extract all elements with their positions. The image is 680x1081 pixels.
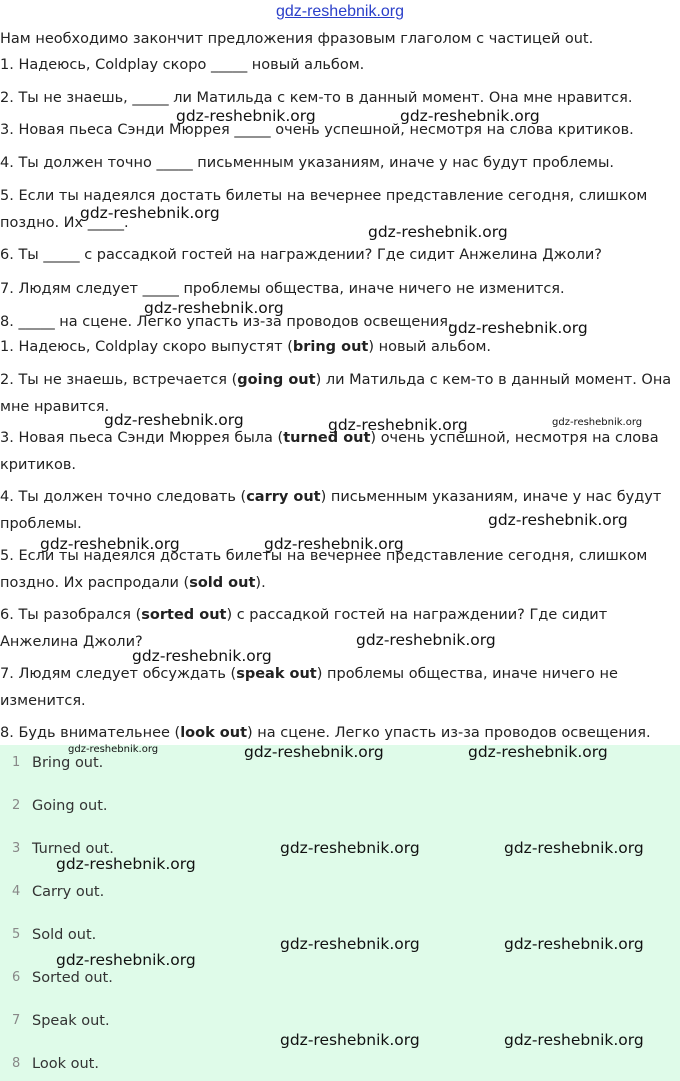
task-1: 1. Надеюсь, Coldplay скоро _____ новый альбом.: [0, 57, 365, 73]
watermark: gdz-reshebnik.org: [56, 951, 196, 969]
phrasal-verb: sorted out: [141, 607, 227, 623]
answer-number: 6: [12, 970, 21, 985]
watermark: gdz-reshebnik.org: [504, 935, 644, 953]
answer-text: Speak out.: [32, 1013, 110, 1029]
answer-text: Going out.: [32, 798, 108, 814]
watermark: gdz-reshebnik.org: [552, 417, 643, 428]
translation-3: 3. Новая пьеса Сэнди Мюррея была (turned out) очень успешной, несмотря на слова критиков.: [0, 430, 659, 473]
answer-text: Look out.: [32, 1056, 99, 1072]
translation-4: 4. Ты должен точно следовать (carry out) письменным указаниям, иначе у нас будут проблемы.: [0, 489, 662, 532]
translation-8: 8. Будь внимательнее (look out) на сцене. Легко упасть из-за проводов освещения.: [0, 725, 651, 741]
watermark: gdz-reshebnik.org: [504, 839, 644, 857]
watermark: gdz-reshebnik.org: [280, 935, 420, 953]
watermark: gdz-reshebnik.org: [144, 299, 284, 317]
answer-number: 3: [12, 841, 21, 856]
site-title-link[interactable]: gdz-reshebnik.org: [275, 3, 405, 20]
watermark: gdz-reshebnik.org: [356, 631, 496, 649]
watermark: gdz-reshebnik.org: [400, 107, 540, 125]
instruction-text: Нам необходимо закончит предложения фразовым глаголом с частицей out.: [0, 31, 594, 47]
watermark: gdz-reshebnik.org: [488, 511, 628, 529]
phrasal-verb: carry out: [246, 489, 321, 505]
answer-number: 1: [12, 755, 21, 770]
answer-number: 5: [12, 927, 21, 942]
answer-number: 4: [12, 884, 21, 899]
translation-7: 7. Людям следует обсуждать (speak out) проблемы общества, иначе ничего не изменится.: [0, 666, 618, 709]
watermark: gdz-reshebnik.org: [40, 535, 180, 553]
answer-number: 2: [12, 798, 21, 813]
phrasal-verb: bring out: [292, 339, 369, 355]
watermark: gdz-reshebnik.org: [504, 1031, 644, 1049]
task-4: 4. Ты должен точно _____ письменным указаниям, иначе у нас будут проблемы.: [0, 155, 615, 171]
translation-5: 5. Если ты надеялся достать билеты на вечернее представление сегодня, слишком поздно. Их распродали (sold out).: [0, 548, 648, 591]
watermark: gdz-reshebnik.org: [280, 1031, 420, 1049]
watermark: gdz-reshebnik.org: [280, 839, 420, 857]
watermark: gdz-reshebnik.org: [448, 319, 588, 337]
watermark: gdz-reshebnik.org: [368, 223, 508, 241]
answer-text: Bring out.: [32, 755, 104, 771]
task-5: 5. Если ты надеялся достать билеты на вечернее представление сегодня, слишком поздно. Их _____.: [0, 188, 648, 231]
task-2: 2. Ты не знаешь, _____ ли Матильда с кем-то в данный момент. Она мне нравится.: [0, 90, 633, 106]
answer-text: Sold out.: [32, 927, 97, 943]
answer-number: 8: [12, 1056, 21, 1071]
phrasal-verb: sold out: [189, 574, 256, 591]
watermark: gdz-reshebnik.org: [80, 204, 220, 222]
watermark: gdz-reshebnik.org: [176, 107, 316, 125]
watermark: gdz-reshebnik.org: [132, 647, 272, 665]
translation-1: 1. Надеюсь, Coldplay скоро выпустят (bring out) новый альбом.: [0, 339, 492, 355]
watermark: gdz-reshebnik.org: [68, 744, 159, 755]
watermark: gdz-reshebnik.org: [56, 855, 196, 873]
answer-text: Carry out.: [32, 884, 105, 900]
phrasal-verb: speak out: [236, 666, 317, 682]
watermark: gdz-reshebnik.org: [328, 416, 468, 434]
task-6: 6. Ты _____ с рассадкой гостей на награждении? Где сидит Анжелина Джоли?: [0, 247, 602, 263]
task-3: 3. Новая пьеса Сэнди Мюррея _____ очень успешной, несмотря на слова критиков.: [0, 122, 634, 138]
task-8: 8. _____ на сцене. Легко упасть из-за проводов освещения.: [0, 314, 453, 330]
phrasal-verb: turned out: [283, 430, 371, 446]
phrasal-verb: going out: [237, 372, 316, 388]
watermark: gdz-reshebnik.org: [468, 743, 608, 761]
translation-2: 2. Ты не знаешь, встречается (going out) ли Матильда с кем-то в данный момент. Она мне нравится.: [0, 372, 672, 415]
watermark: gdz-reshebnik.org: [264, 535, 404, 553]
answer-text: Turned out.: [32, 841, 114, 857]
watermark: gdz-reshebnik.org: [104, 411, 244, 429]
phrasal-verb: look out: [180, 725, 248, 741]
task-7: 7. Людям следует _____ проблемы общества, иначе ничего не изменится.: [0, 281, 565, 297]
answer-text: Sorted out.: [32, 970, 113, 986]
translation-6: 6. Ты разобрался (sorted out) с рассадкой гостей на награждении? Где сидит Анжелина Джоли?: [0, 607, 608, 650]
answer-number: 7: [12, 1013, 21, 1028]
watermark: gdz-reshebnik.org: [244, 743, 384, 761]
